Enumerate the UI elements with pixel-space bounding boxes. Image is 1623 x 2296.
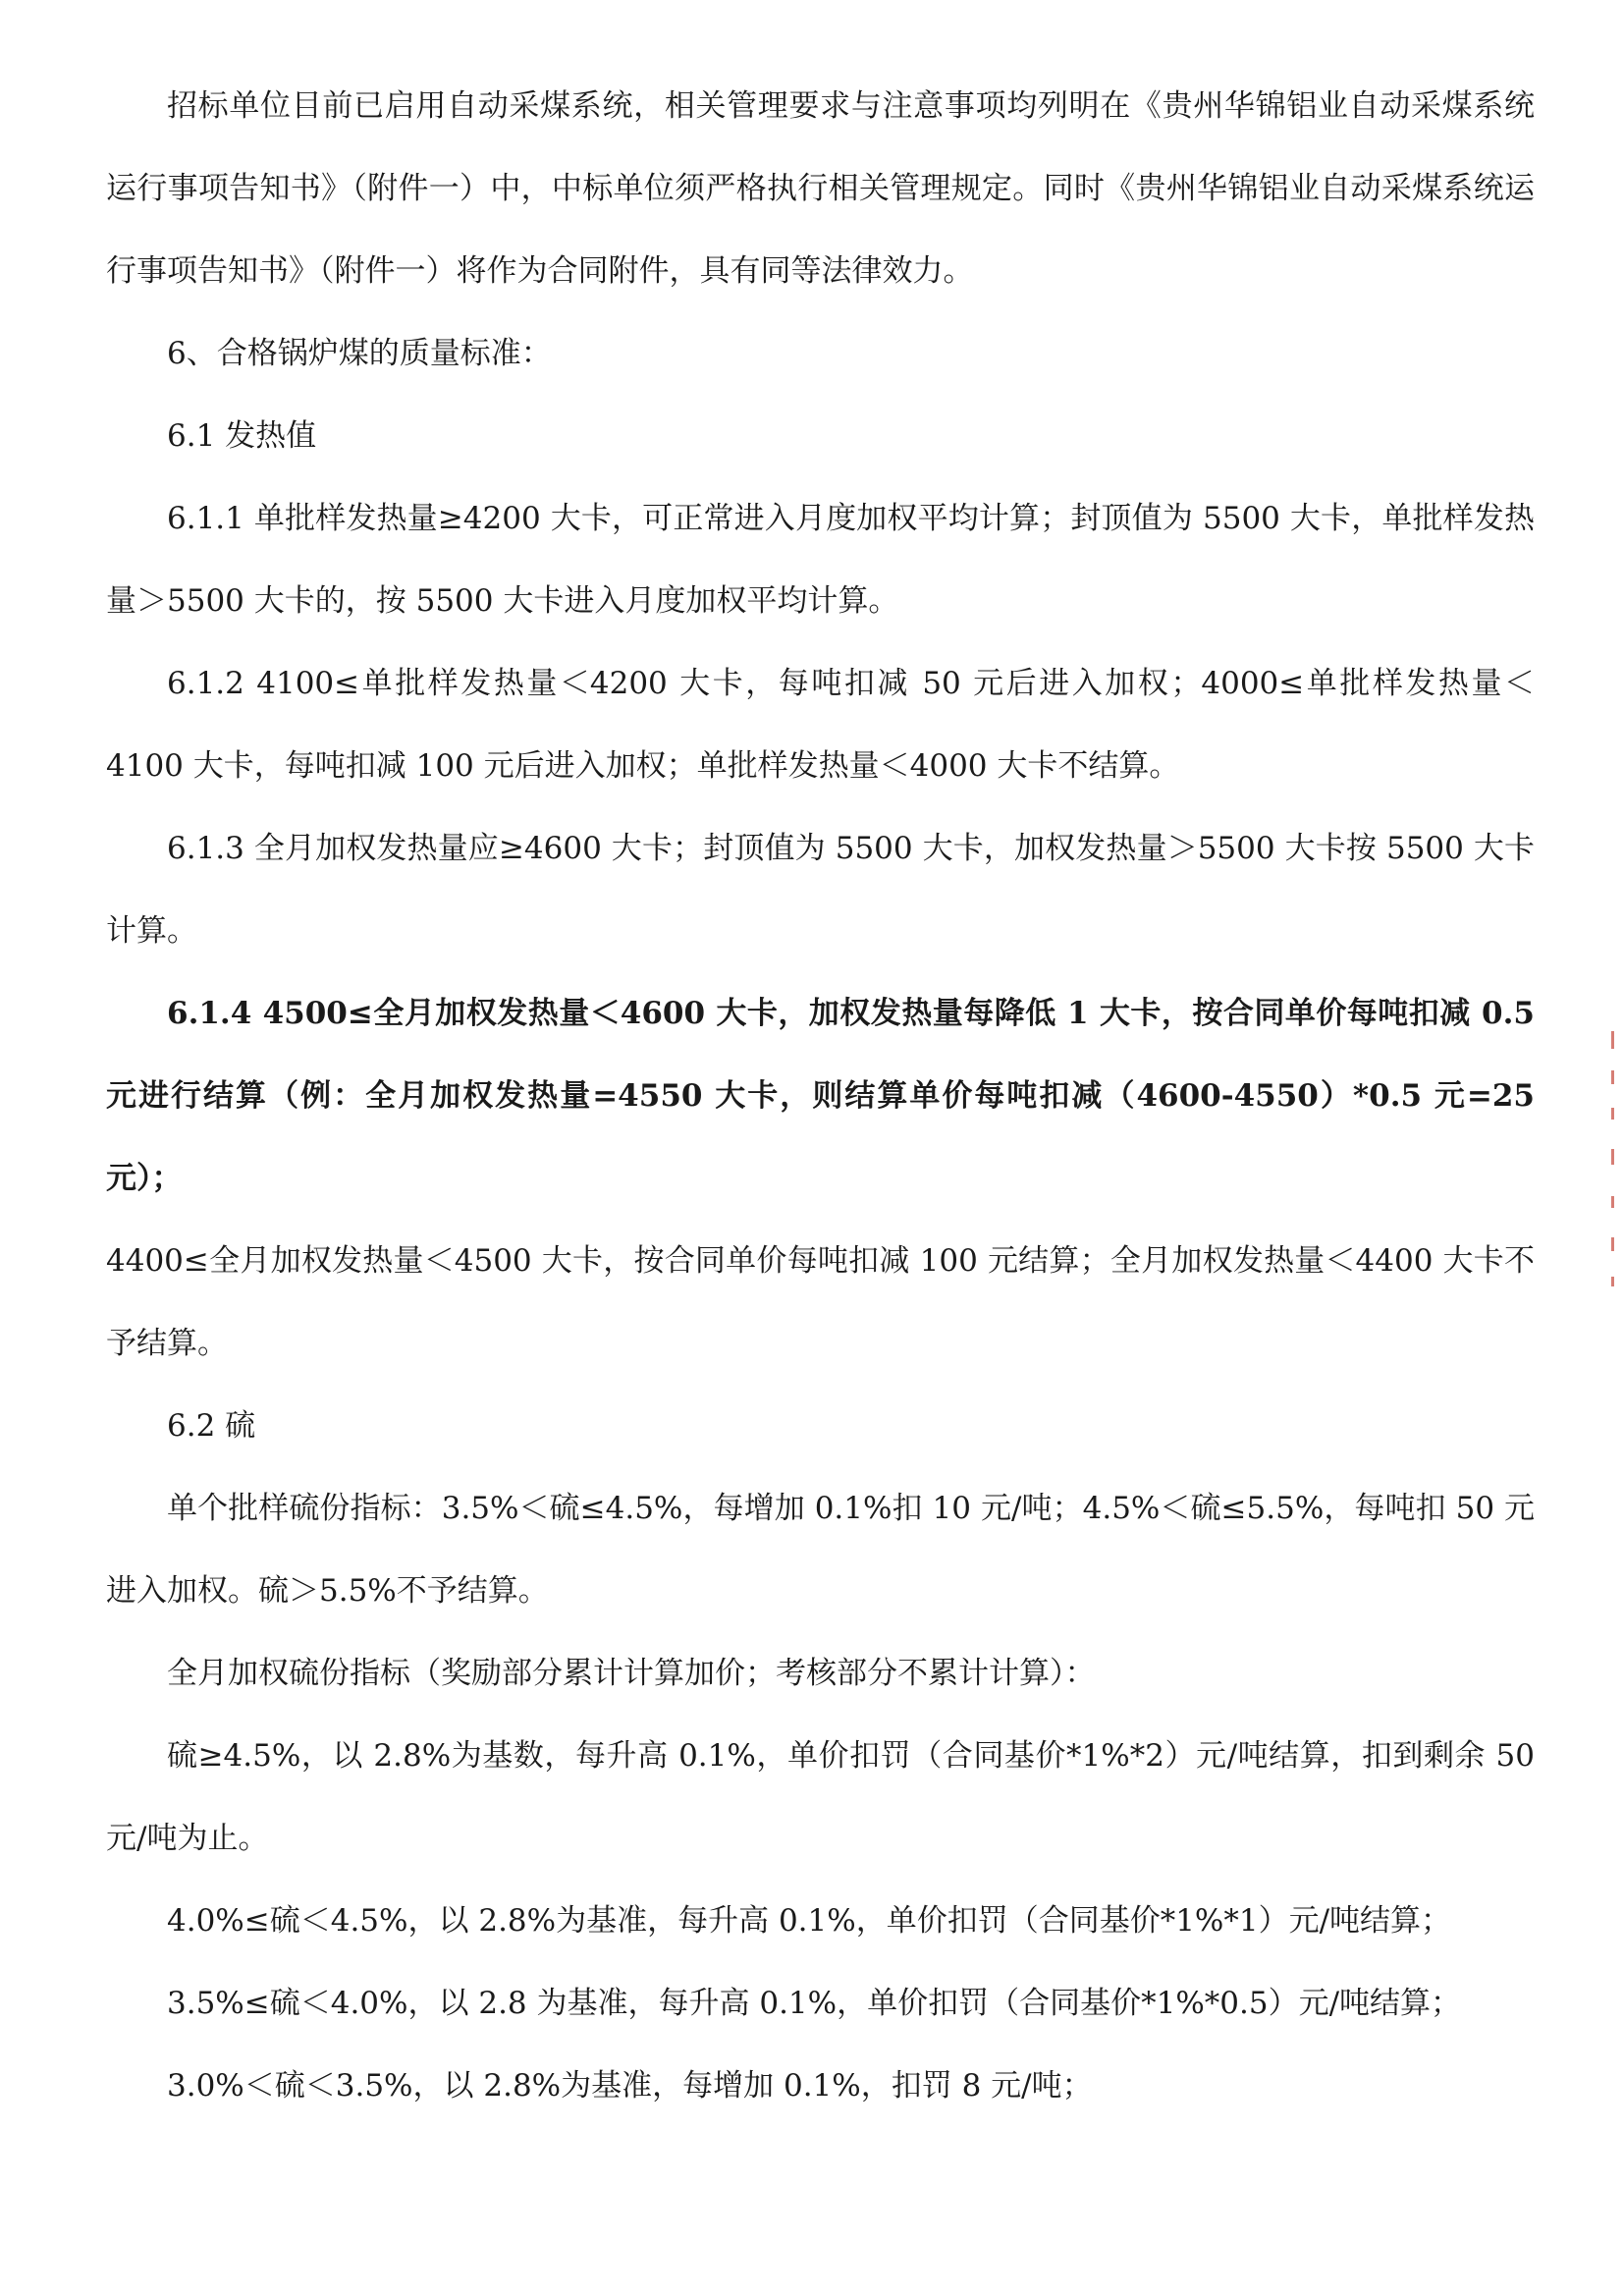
paragraph-sulfur-4-0-to-4-5: 4.0%≤硫＜4.5%，以 2.8%为基准，每升高 0.1%，单价扣罚（合同基价*1%*1）元/吨结算；: [167, 1903, 1452, 1939]
paragraph-single-sample-sulfur: 单个批样硫份指标：3.5%＜硫≤4.5%，每增加 0.1%扣 10 元/吨；4.5%＜硫≤5.5%，每吨扣 50 元进入加权。硫＞5.5%不予结算。: [106, 1491, 1535, 1609]
heading-calorific-value: 6.1 发热值: [167, 418, 317, 454]
paragraph-6-1-2: 6.1.2 4100≤单批样发热量＜4200 大卡，每吨扣减 50 元后进入加权；4000≤单批样发热量＜4100 大卡，每吨扣减 100 元后进入加权；单批样发热量＜4000 大卡不结算。: [106, 666, 1535, 784]
paragraph-6-1-3: 6.1.3 全月加权发热量应≥4600 大卡；封顶值为 5500 大卡，加权发热量＞5500 大卡按 5500 大卡计算。: [106, 831, 1535, 949]
heading-sulfur: 6.2 硫: [167, 1408, 256, 1444]
paragraph-sulfur-3-5-to-4-0: 3.5%≤硫＜4.0%，以 2.8 为基准，每升高 0.1%，单价扣罚（合同基价*1%*0.5）元/吨结算；: [167, 1986, 1462, 2021]
paragraph-6-1-1: 6.1.1 单批样发热量≥4200 大卡，可正常进入月度加权平均计算；封顶值为 5500 大卡，单批样发热量＞5500 大卡的，按 5500 大卡进入月度加权平均计算。: [106, 501, 1535, 619]
paragraph-sulfur-3-0-to-3-5: 3.0%＜硫＜3.5%，以 2.8%为基准，每增加 0.1%，扣罚 8 元/吨；: [167, 2068, 1093, 2104]
paragraph-sulfur-above-4-5: 硫≥4.5%，以 2.8%为基数，每升高 0.1%，单价扣罚（合同基价*1%*2）元/吨结算，扣到剩余 50 元/吨为止。: [106, 1738, 1535, 1856]
seal-edge-marks: [1611, 1031, 1617, 1286]
heading-boiler-coal-quality-standard: 6、合格锅炉煤的质量标准：: [167, 336, 552, 371]
paragraph-monthly-sulfur-intro: 全月加权硫份指标（奖励部分累计计算加价；考核部分不累计计算）：: [167, 1656, 1096, 1691]
paragraph-6-1-4-continued: 4400≤全月加权发热量＜4500 大卡，按合同单价每吨扣减 100 元结算；全月加权发热量＜4400 大卡不予结算。: [106, 1243, 1535, 1361]
document-body: [106, 65, 1535, 2127]
paragraph-auto-sampling-notice: 招标单位目前已启用自动采煤系统，相关管理要求与注意事项均列明在《贵州华锦铝业自动采煤系统运行事项告知书》（附件一）中，中标单位须严格执行相关管理规定。同时《贵州华锦铝业自动采煤系统运行事项告知书》（附件一）将作为合同附件，具有同等法律效力。: [106, 88, 1535, 289]
paragraph-6-1-4: 6.1.4 4500≤全月加权发热量＜4600 大卡，加权发热量每降低 1 大卡，按合同单价每吨扣减 0.5 元进行结算（例：全月加权发热量=4550 大卡，则结算单价每吨扣减（4600-4550）*0.5 元=25 元）；: [106, 996, 1535, 1196]
